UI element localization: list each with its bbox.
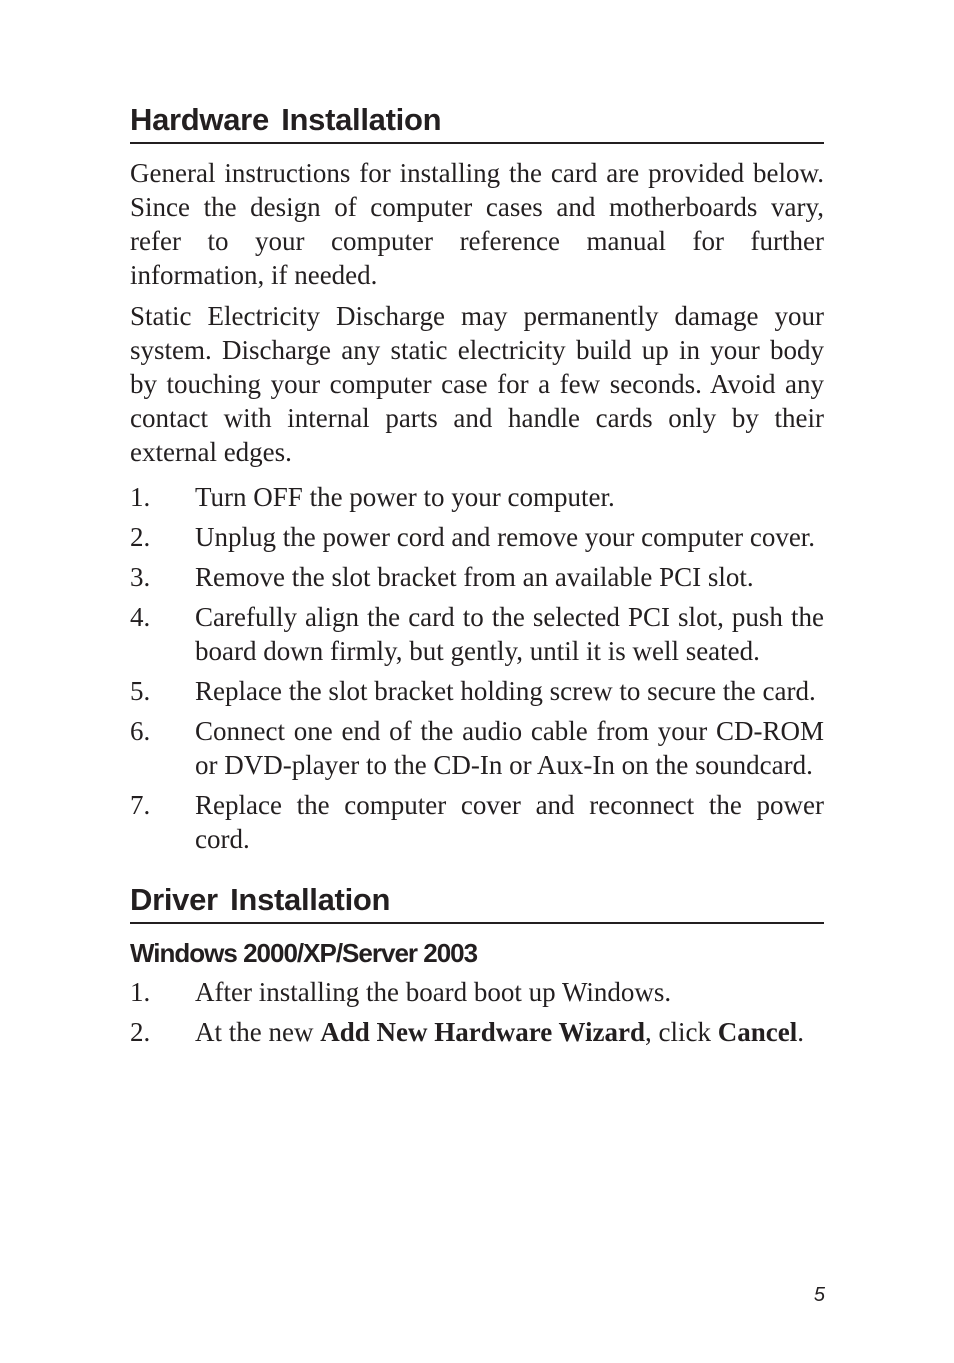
page-number: 5 xyxy=(813,1284,825,1306)
step-number: 2. xyxy=(130,522,151,552)
step-text: Turn OFF the power to your computer. xyxy=(195,482,615,512)
step-text-mid: , click xyxy=(644,1017,718,1047)
step-number: 1. xyxy=(130,977,151,1007)
list-item xyxy=(130,1015,824,1049)
list-item xyxy=(130,600,824,668)
step-text: Unplug the power cord and remove your computer cover. xyxy=(195,522,816,552)
wizard-name: Add New Hardware Wizard xyxy=(320,1017,645,1047)
step-text: Carefully align the card to the selected PCI slot, push the board down firmly, but gently, until it is well seated. xyxy=(195,602,824,666)
step-number: 5. xyxy=(130,676,151,706)
list-item xyxy=(130,480,824,514)
driver-steps-list xyxy=(130,975,824,1049)
step-text xyxy=(195,1015,824,1049)
list-item xyxy=(130,520,824,554)
step-text: Replace the slot bracket holding screw to secure the card. xyxy=(195,676,816,706)
static-warning-paragraph: Static Electricity Discharge may permanently damage your system. Discharge any static electricity build up in your body by touching your computer case for a few seconds. Avoid any contact with internal parts and handle cards only by their external edges. xyxy=(130,301,824,467)
step-number: 2. xyxy=(130,1017,151,1047)
step-text-post: . xyxy=(797,1017,804,1047)
windows-version-subheading: Windows 2000/XP/Server 2003 xyxy=(130,938,478,968)
step-number: 4. xyxy=(130,602,151,632)
cancel-label: Cancel xyxy=(717,1017,798,1047)
step-number: 3. xyxy=(130,562,151,592)
step-text: Remove the slot bracket from an available PCI slot. xyxy=(195,562,754,592)
step-text: After installing the board boot up Windows. xyxy=(195,977,672,1007)
hardware-steps-list xyxy=(130,480,824,856)
hardware-installation-heading: Hardware Installation xyxy=(130,102,824,144)
step-text-pre: At the new xyxy=(195,1017,321,1047)
manual-page xyxy=(130,0,824,1055)
list-item xyxy=(130,714,824,782)
step-number: 6. xyxy=(130,716,151,746)
list-item xyxy=(130,788,824,856)
list-item xyxy=(130,674,824,708)
step-text: Connect one end of the audio cable from your CD-ROM or DVD-player to the CD-In or Aux-In on the soundcard. xyxy=(195,716,824,780)
driver-installation-heading: Driver Installation xyxy=(130,882,824,924)
intro-paragraph: General instructions for installing the card are provided below. Since the design of computer cases and motherboards vary, refer to your computer reference manual for further information, if needed. xyxy=(130,158,824,290)
step-number: 7. xyxy=(130,790,151,820)
step-number: 1. xyxy=(130,482,151,512)
step-text: Replace the computer cover and reconnect the power cord. xyxy=(195,790,824,854)
list-item xyxy=(130,975,824,1009)
list-item xyxy=(130,560,824,594)
